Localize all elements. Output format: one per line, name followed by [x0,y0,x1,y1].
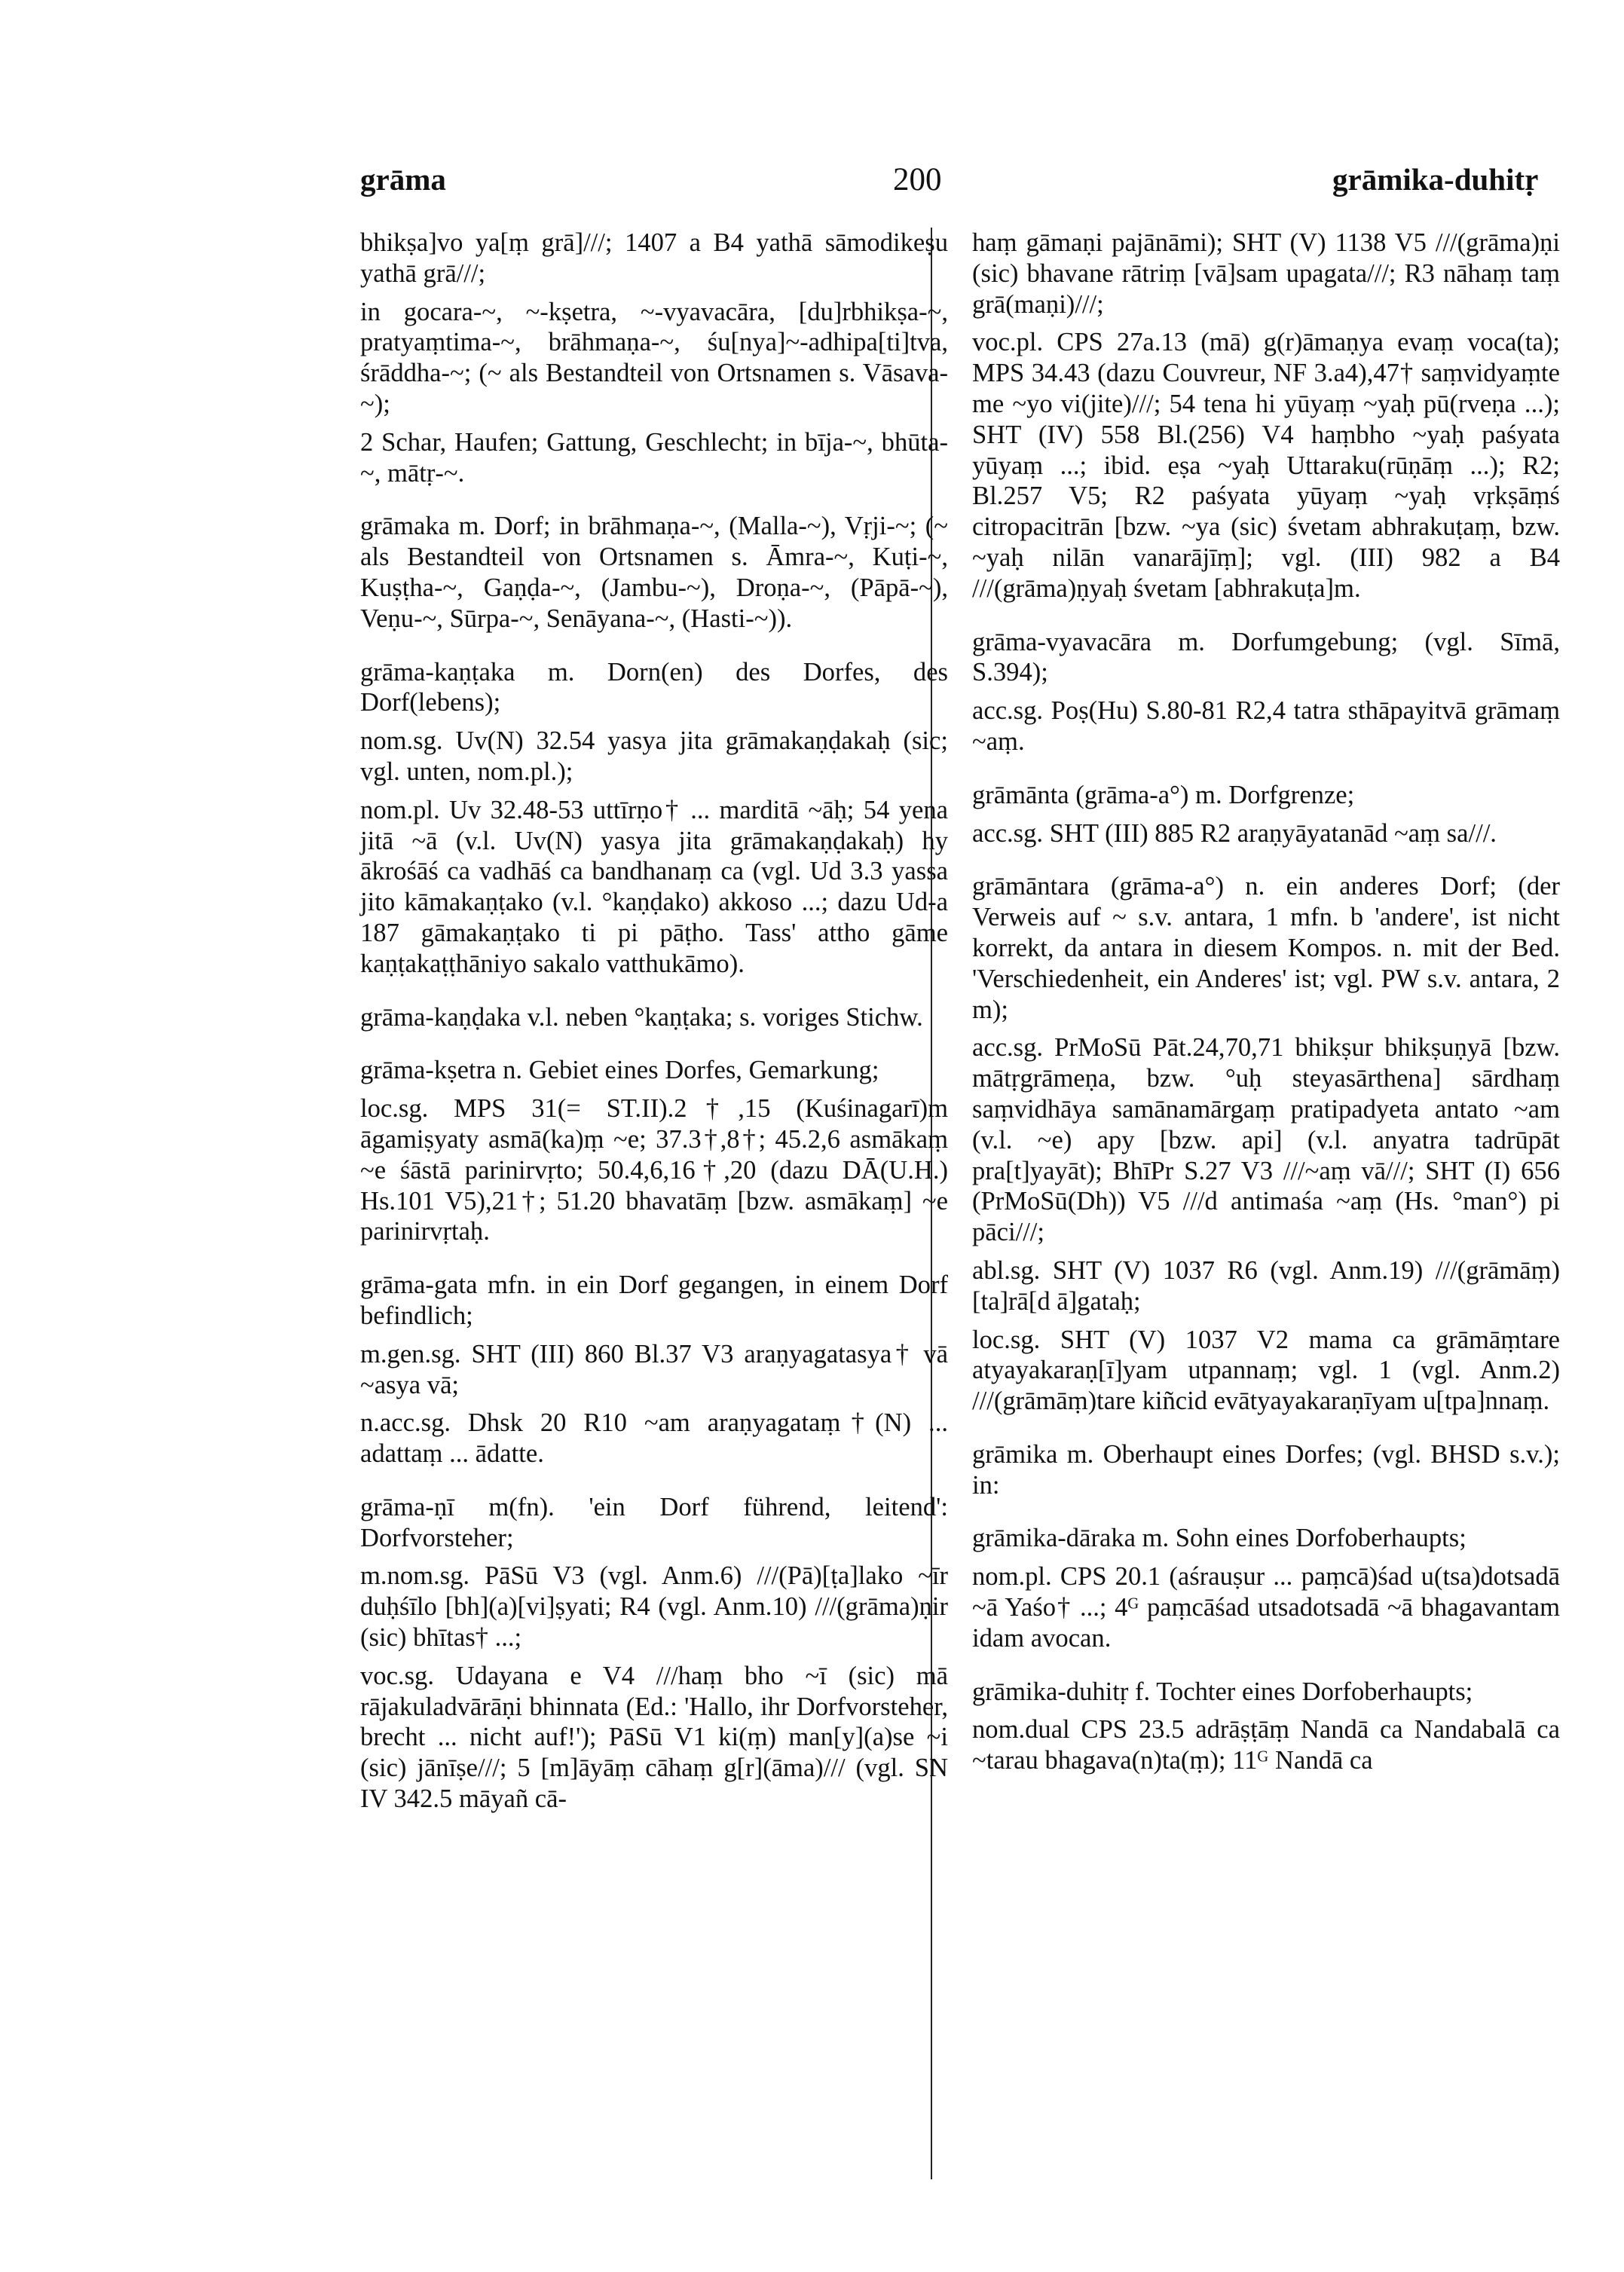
entry-paragraph: 2 Schar, Haufen; Gattung, Geschlecht; in bīja-~, bhūta-~, mātṛ-~. [360,427,948,488]
entry-paragraph: acc.sg. PrMoSū Pāt.24,70,71 bhikṣur bhikṣuṇyā [bzw. mātṛgrāmeṇa, bzw. °uḥ steyasārthena] sārdhaṃ saṃvidhāya samānamārgaṃ pratipadyeta antato ~am (v.l. ~e) apy [bzw. api] (v.l. anyatra tadrūpāt pra[t]yayāt); BhīPr S.27 V3 ///~aṃ vā///; SHT (I) 656 (PrMoSū(Dh)) V5 ///d antimaśa ~aṃ (Hs. °man°) pi pāci///; [972,1033,1560,1247]
entry-headword-paragraph: grāma-kṣetra n. Gebiet eines Dorfes, Gemarkung; [360,1056,879,1085]
entry-headword-paragraph: grāma-ṇī m(fn). 'ein Dorf führend, leitend': Dorfvorsteher; [360,1492,948,1552]
entry-headword-paragraph: grāmika-dāraka m. Sohn eines Dorfoberhaupts; [972,1524,1466,1553]
entry-headword-paragraph: grāmāntara (grāma-a°) n. ein anderes Dorf; (der Verweis auf ~ s.v. antara, 1 mfn. b 'andere', ist nicht korrekt, da antara in diesem Kompos. n. mit der Bed. 'Verschiedenheit, ein Anderes' ist; vgl. PW s.v. antara, 2 m); [972,872,1560,1024]
entry-paragraph: nom.sg. Uv(N) 32.54 yasya jita grāmakaṇḍakaḥ (sic; vgl. unten, nom.pl.); [360,726,948,786]
entry-paragraph: abl.sg. SHT (V) 1037 R6 (vgl. Anm.19) ///(grāmāṃ)[ta]rā[d ā]gataḥ; [972,1255,1560,1316]
page-number: 200 [893,162,942,197]
entry-paragraph: nom.pl. CPS 20.1 (aśrauṣur ... paṃcā)śad u(tsa)dotsadā ~ā Yaśo† ...; 4ᴳ paṃcāśad utsadotsadā ~ā bhagavantam idam avocan. [972,1562,1560,1653]
entry-paragraph: bhikṣa]vo ya[ṃ grā]///; 1407 a B4 yathā sāmodikeṣu yathā grā///; [360,228,948,288]
entry-headword-paragraph: grāmānta (grāma-a°) m. Dorfgrenze; [972,780,1355,809]
entry-paragraph: haṃ gāmaṇi pajānāmi); SHT (V) 1138 V5 ///(grāma)ṇi (sic) bhavane rātriṃ [vā]sam upagata///; R3 nāhaṃ taṃ grā(maṇi)///; [972,228,1560,319]
entry-paragraph: loc.sg. MPS 31(= ST.II).2†,15 (Kuśinagarī)m āgamiṣyaty asmā(ka)ṃ ~e; 37.3†,8†; 45.2,6 asmākaṃ ~e śāstā parinirvṛto; 50.4,6,16†,20 (dazu DĀ(U.H.) Hs.101 V5),21†; 51.20 bhavatāṃ [bzw. asmākaṃ] ~e parinirvṛtaḥ. [360,1094,948,1246]
entry-headword-paragraph: grāmika-duhitṛ f. Tochter eines Dorfoberhaupts; [972,1677,1473,1706]
entry-paragraph: voc.pl. CPS 27a.13 (mā) g(r)āmaṇya evaṃ voca(ta); MPS 34.43 (dazu Couvreur, NF 3.a4),47† saṃvidyaṃte me ~yo vi(jite)///; 54 tena hi yūyaṃ ~yaḥ pū(rveṇa ...); SHT (IV) 558 Bl.(256) V4 haṃbho ~yaḥ paśyata yūyaṃ ...; ibid. eṣa ~yaḥ Uttaraku(rūṇāṃ ...); R2; Bl.257 V5; R2 paśyata yūyaṃ ~yaḥ vṛkṣāṃś citropacitrān [bzw. ~ya (sic) śvetam abhrakuṭaṃ, bzw. ~yaḥ nilān vanarājīṃ]; vgl. (III) 982 a B4 ///(grāma)ṇyaḥ śvetam [abhrakuṭa]m. [972,328,1560,603]
entry-paragraph: nom.pl. Uv 32.48-53 uttīrṇo† ... marditā ~āḥ; 54 yena jitā ~ā (v.l. Uv(N) yasya jita grāmakaṇḍakaḥ) hy ākrośāś ca vadhāś ca bandhanaṃ ca (vgl. Ud 3.3 yassa jito kāmakaṇṭako (v.l. °kaṇḍako) akkoso ...; dazu Ud-a 187 gāmakaṇṭako ti pi pāṭho. Tass' attho gāme kaṇṭakaṭṭhāniyo sakalo vatthukāmo). [360,795,948,978]
entry-headword-paragraph: grāma-kaṇṭaka m. Dorn(en) des Dorfes, des Dorf(lebens); [360,657,948,717]
entry-paragraph: nom.dual CPS 23.5 adrāṣṭāṃ Nandā ca Nandabalā ca ~tarau bhagava(n)ta(ṃ); 11ᴳ Nandā ca [972,1715,1560,1775]
entry-headword-paragraph: grāma-kaṇḍaka v.l. neben °kaṇṭaka; s. voriges Stichw. [360,1002,923,1032]
entry-headword-paragraph: grāma-vyavacāra m. Dorfumgebung; (vgl. Sīmā, S.394); [972,627,1560,687]
entry-paragraph: m.gen.sg. SHT (III) 860 Bl.37 V3 araṇyagatasya† vā ~asya vā; [360,1339,948,1399]
entry-paragraph: n.acc.sg. Dhsk 20 R10 ~am araṇyagataṃ†(N) ... adattaṃ ... ādatte. [360,1408,948,1469]
header-right-guideword: grāmika-duhitṛ [1332,162,1539,197]
entry-headword-paragraph: grāmaka m. Dorf; in brāhmaṇa-~, (Malla-~), Vṛji-~; (~ als Bestandteil von Ortsnamen s. Āmra-~, Kuṭi-~, Kuṣṭha-~, Gaṇḍa-~, (Jambu-~), Droṇa-~, (Pāpā-~), Veṇu-~, Sūrpa-~, Senāyana-~, (Hasti-~)). [360,512,948,633]
entry-headword-paragraph: grāma-gata mfn. in ein Dorf gegangen, in einem Dorf befindlich; [360,1271,948,1330]
entry-paragraph: acc.sg. Poṣ(Hu) S.80-81 R2,4 tatra sthāpayitvā grāmaṃ ~aṃ. [972,696,1560,756]
entry-headword-paragraph: grāmika m. Oberhaupt eines Dorfes; (vgl. BHSD s.v.); in: [972,1439,1560,1500]
entry-paragraph: in gocara-~, ~-kṣetra, ~-vyavacāra, [du]rbhikṣa-~, pratyaṃtima-~, brāhmaṇa-~, śu[nya]~-adhipa[ti]tva, śrāddha-~; (~ als Bestandteil von Ortsnamen s. Vāsava-~); [360,297,948,418]
entry-paragraph: loc.sg. SHT (V) 1037 V2 mama ca grāmāṃtare atyayakaraṇ[ī]yam utpannaṃ; vgl. 1 (vgl. Anm.2) ///(grāmāṃ)tare kiñcid evātyayakaraṇīyam u[tpa]nnaṃ. [972,1325,1560,1416]
left-column [360,228,948,1822]
right-column [972,228,1560,1784]
header-left-guideword: grāma [360,162,446,197]
entry-paragraph: voc.sg. Udayana e V4 ///haṃ bho ~ī (sic) mā rājakuladvārāṇi bhinnata (Ed.: 'Hallo, ihr Dorfvorsteher, brecht ... nicht auf!'); PāSū V1 ki(ṃ) man[y](a)se ~i (sic) jānīṣe///; 5 [m]āyāṃ cāhaṃ g[r](āma)/// (vgl. SN IV 342.5 māyañ cā- [360,1661,948,1814]
entry-paragraph: acc.sg. SHT (III) 885 R2 araṇyāyatanād ~aṃ sa///. [972,818,1497,848]
entry-paragraph: m.nom.sg. PāSū V3 (vgl. Anm.6) ///(Pā)[ṭa]lako ~īr duḥśīlo [bh](a)[vi]ṣyati; R4 (vgl. Anm.10) ///(grāma)ṇir (sic) bhītas† ...; [360,1561,948,1653]
